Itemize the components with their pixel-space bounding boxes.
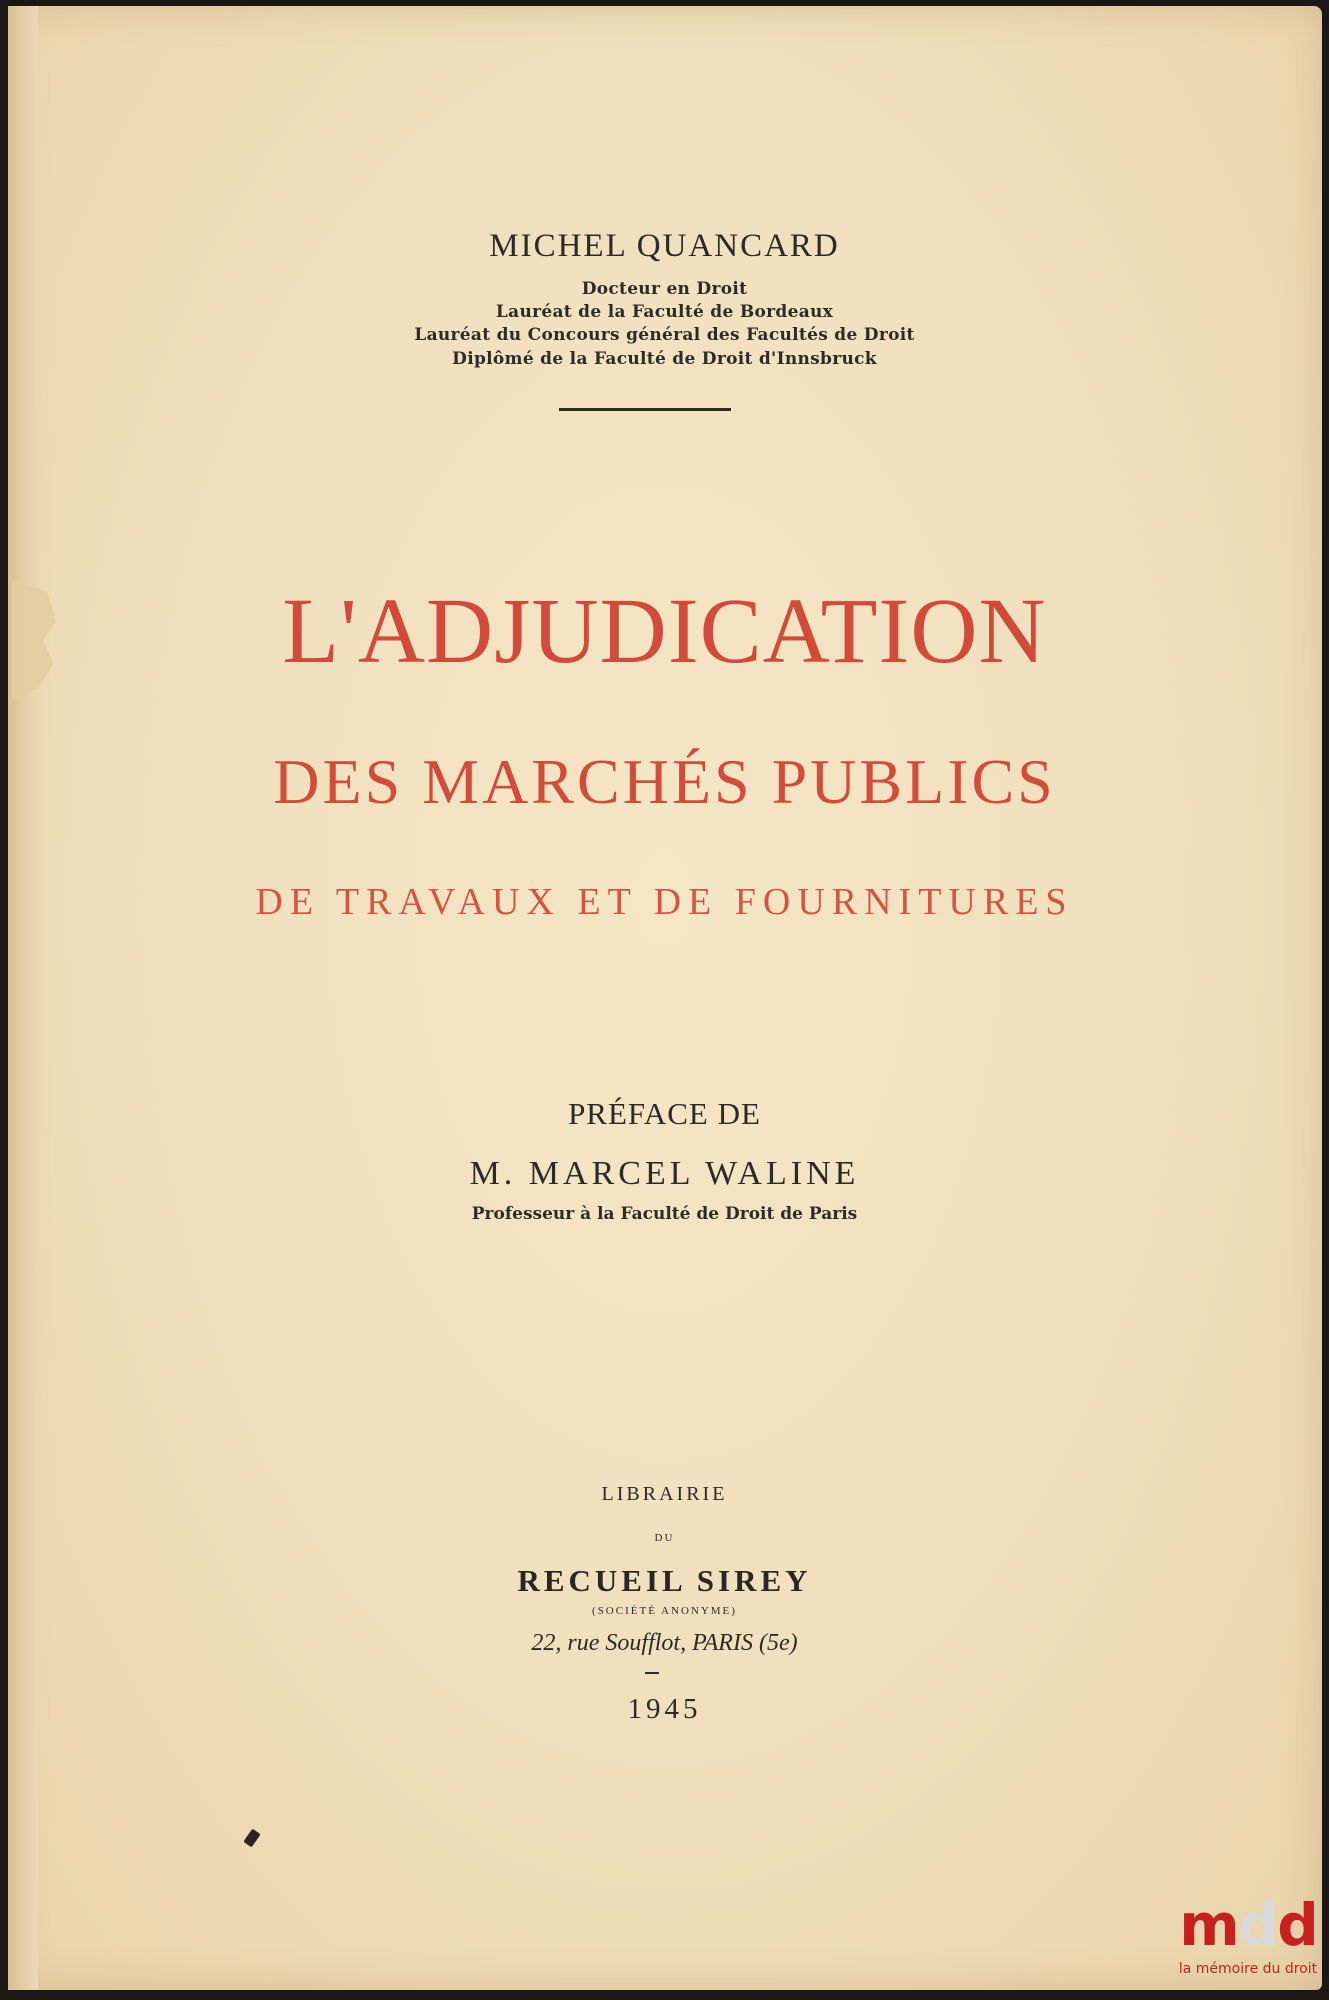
title-line-1: L'ADJUDICATION: [282, 580, 1047, 683]
preface-label: PRÉFACE DE: [568, 1096, 761, 1131]
mdd-logo-icon: mdd: [1179, 1891, 1317, 1959]
publication-year: 1945: [627, 1693, 702, 1725]
preface-author-role: Professeur à la Faculté de Droit de Paris: [471, 1204, 858, 1224]
preface-author: M. MARCEL WALINE: [469, 1155, 860, 1192]
publisher-name: RECUEIL SIREY: [517, 1563, 812, 1598]
publisher-company-type: (SOCIÉTÉ ANONYME): [592, 1605, 737, 1617]
publisher-address: 22, rue Soufflot, PARIS (5e): [531, 1630, 798, 1656]
watermark-text: la mémoire du droit: [1178, 1961, 1318, 1977]
author-credential: Lauréat de la Faculté de Bordeaux: [495, 302, 834, 322]
divider-rule: [559, 408, 731, 411]
author-credential: Lauréat du Concours général des Facultés de Droit: [414, 325, 915, 345]
author-credential: Diplômé de la Faculté de Droit d'Innsbruck: [452, 349, 877, 369]
author-credential: Docteur en Droit: [581, 279, 748, 299]
publisher-librairie: LIBRAIRIE: [601, 1483, 728, 1505]
author-name: MICHEL QUANCARD: [489, 228, 840, 264]
publisher-du: DU: [654, 1532, 675, 1544]
small-dash: [645, 1672, 659, 1674]
watermark-logo: [1168, 1891, 1328, 2000]
title-line-2: DES MARCHÉS PUBLICS: [273, 746, 1056, 817]
title-line-3: DE TRAVAUX ET DE FOURNITURES: [255, 881, 1074, 923]
